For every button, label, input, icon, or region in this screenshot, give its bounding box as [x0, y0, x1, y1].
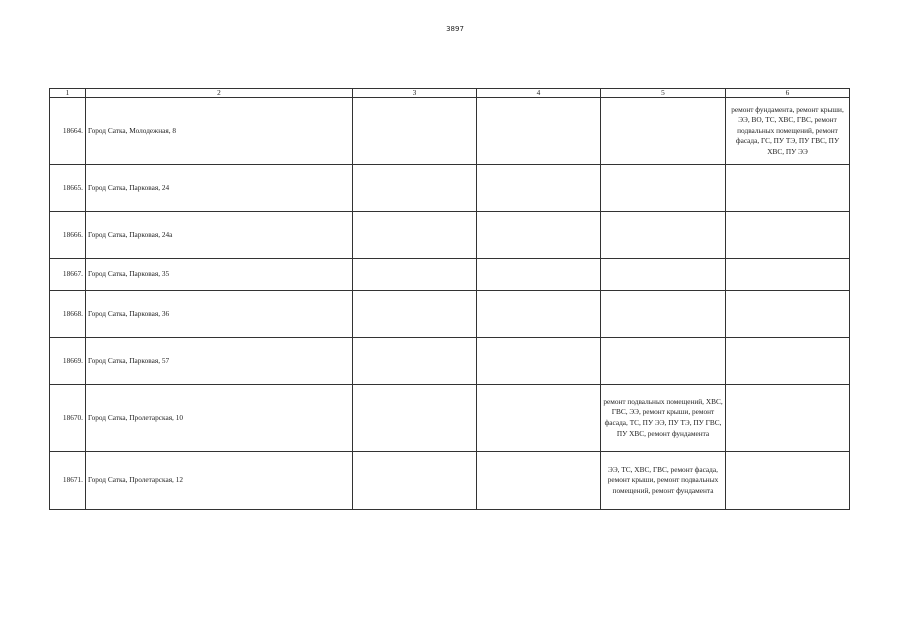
cell-col3 — [353, 452, 477, 510]
row-number: 18667. — [50, 259, 86, 291]
address-cell: Город Сатка, Парковая, 36 — [86, 291, 353, 338]
works-cell-col6 — [726, 452, 850, 510]
column-header: 3 — [353, 89, 477, 98]
column-header: 2 — [86, 89, 353, 98]
works-cell-col5 — [601, 291, 726, 338]
row-number: 18665. — [50, 165, 86, 212]
table-row — [50, 291, 850, 338]
table-row — [50, 259, 850, 291]
page-number: 3897 — [446, 25, 464, 33]
row-number: 18669. — [50, 338, 86, 385]
cell-col4 — [477, 165, 601, 212]
cell-col4 — [477, 291, 601, 338]
table-row — [50, 212, 850, 259]
works-cell-col5 — [601, 338, 726, 385]
row-number: 18664. — [50, 98, 86, 165]
works-cell-col5: ремонт подвальных помещений, ХВС, ГВС, ЭЭ, ремонт крыши, ремонт фасада, ТС, ПУ ЭЭ, ПУ ТЭ, ПУ ГВС, ПУ ХВС, ремонт фундамента — [601, 385, 726, 452]
cell-col3 — [353, 165, 477, 212]
works-cell-col6 — [726, 291, 850, 338]
address-cell: Город Сатка, Парковая, 24а — [86, 212, 353, 259]
works-cell-col6 — [726, 212, 850, 259]
housing-table — [49, 88, 850, 510]
address-cell: Город Сатка, Парковая, 57 — [86, 338, 353, 385]
works-cell-col5: ЭЭ, ТС, ХВС, ГВС, ремонт фасада, ремонт крыши, ремонт подвальных помещений, ремонт фундамента — [601, 452, 726, 510]
table-row — [50, 385, 850, 452]
works-cell-col5 — [601, 212, 726, 259]
cell-col3 — [353, 212, 477, 259]
cell-col4 — [477, 385, 601, 452]
works-cell-col5 — [601, 165, 726, 212]
column-header: 6 — [726, 89, 850, 98]
table-row — [50, 165, 850, 212]
cell-col4 — [477, 98, 601, 165]
works-cell-col6 — [726, 165, 850, 212]
row-number: 18666. — [50, 212, 86, 259]
column-header: 4 — [477, 89, 601, 98]
address-cell: Город Сатка, Парковая, 35 — [86, 259, 353, 291]
table-row — [50, 338, 850, 385]
works-cell-col6 — [726, 385, 850, 452]
cell-col4 — [477, 212, 601, 259]
table-row — [50, 98, 850, 165]
header-row — [50, 89, 850, 98]
works-cell-col6 — [726, 259, 850, 291]
cell-col4 — [477, 452, 601, 510]
cell-col3 — [353, 338, 477, 385]
row-number: 18670. — [50, 385, 86, 452]
works-cell-col6 — [726, 338, 850, 385]
cell-col4 — [477, 338, 601, 385]
address-cell: Город Сатка, Молодежная, 8 — [86, 98, 353, 165]
address-cell: Город Сатка, Парковая, 24 — [86, 165, 353, 212]
row-number: 18671. — [50, 452, 86, 510]
cell-col3 — [353, 291, 477, 338]
cell-col3 — [353, 385, 477, 452]
works-cell-col6: ремонт фундамента, ремонт крыши, ЭЭ, ВО, ТС, ХВС, ГВС, ремонт подвальных помещений, ремонт фасада, ГС, ПУ ТЭ, ПУ ГВС, ПУ ХВС, ПУ ЭЭ — [726, 98, 850, 165]
works-cell-col5 — [601, 259, 726, 291]
cell-col4 — [477, 259, 601, 291]
row-number: 18668. — [50, 291, 86, 338]
cell-col3 — [353, 259, 477, 291]
cell-col3 — [353, 98, 477, 165]
column-header: 5 — [601, 89, 726, 98]
address-cell: Город Сатка, Пролетарская, 12 — [86, 452, 353, 510]
address-cell: Город Сатка, Пролетарская, 10 — [86, 385, 353, 452]
column-header: 1 — [50, 89, 86, 98]
table-row — [50, 452, 850, 510]
works-cell-col5 — [601, 98, 726, 165]
